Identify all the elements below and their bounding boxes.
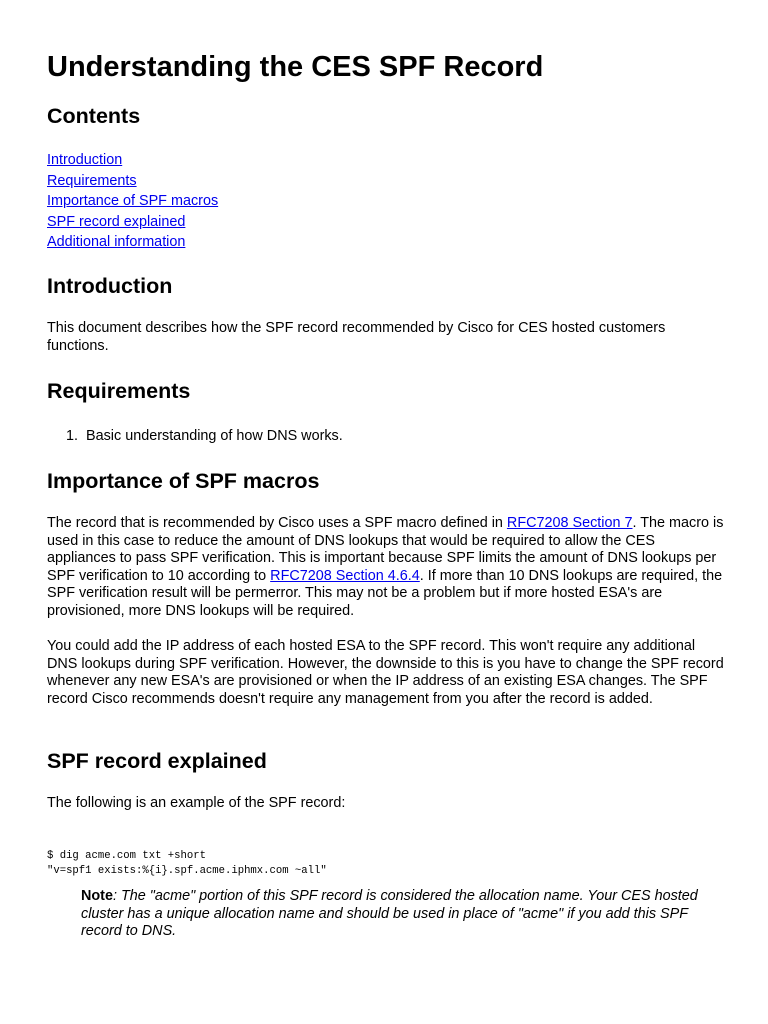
contents-heading: Contents — [47, 104, 141, 128]
spf-macros-paragraph-2: You could add the IP address of each hosted ESA to the SPF record. This won't require any additional DNS lookups during SPF verification. However, the downside to this is you have to change the SPF record whenever any new ESA's are provisioned or when the IP address of an existing ESA changes. The SPF record Cisco recommends doesn't require any management from you after the record is added. — [47, 638, 724, 707]
toc-item — [47, 212, 218, 233]
toc-item — [47, 171, 218, 192]
requirements-heading: Requirements — [47, 379, 191, 403]
toc-item — [47, 232, 218, 253]
code-block — [47, 849, 327, 879]
rfc7208-section-4-6-4-link[interactable]: RFC7208 Section 4.6.4 — [270, 567, 420, 584]
paragraph-text: . If more than 10 DNS lookups are required, the SPF verification result will be permerror. This may not be a problem but if more hosted ESA's are provisioned, more DNS lookups will be required. — [47, 567, 723, 619]
code-line: $ dig acme.com txt +short — [47, 850, 206, 862]
note-block — [81, 888, 721, 941]
toc-item — [47, 191, 218, 212]
table-of-contents — [47, 150, 218, 253]
toc-item — [47, 150, 218, 171]
paragraph-text: The record that is recommended by Cisco uses a SPF macro defined in — [47, 515, 507, 531]
toc-link-introduction[interactable]: Introduction — [47, 152, 123, 168]
spf-example-intro: The following is an example of the SPF record: — [47, 795, 346, 811]
paragraph-text: . The macro is used in this case to reduce the amount of DNS lookups that would be required to allow the CES appliances to pass SPF verification. This is important because SPF limits the amount of DNS lookups per SPF verification to 10 according to — [47, 515, 724, 584]
toc-link-spf-record-explained[interactable]: SPF record explained — [47, 213, 186, 230]
spf-macros-heading: Importance of SPF macros — [47, 469, 320, 493]
toc-link-additional-information[interactable]: Additional information — [47, 234, 186, 250]
spf-macros-paragraph-1 — [47, 515, 727, 620]
spf-record-explained-heading: SPF record explained — [47, 749, 267, 773]
note-label: Note — [81, 888, 113, 904]
toc-link-requirements[interactable]: Requirements — [47, 172, 137, 189]
toc-link-spf-macros[interactable]: Importance of SPF macros — [47, 193, 219, 209]
requirements-list-item: 1. Basic understanding of how DNS works. — [66, 428, 343, 444]
requirement-text: Basic understanding of how DNS works. — [86, 428, 343, 444]
code-line: "v=spf1 exists:%{i}.spf.acme.iphmx.com ~all" — [47, 865, 327, 877]
note-text: : The "acme" portion of this SPF record is considered the allocation name. Your CES hosted cluster has a unique allocation name and should be used in place of "acme" if you add this SPF record to DNS. — [81, 888, 698, 939]
introduction-heading: Introduction — [47, 274, 173, 298]
introduction-text: This document describes how the SPF record recommended by Cisco for CES hosted customers functions. — [47, 320, 666, 354]
page-title: Understanding the CES SPF Record — [47, 51, 544, 83]
rfc7208-section-7-link[interactable]: RFC7208 Section 7 — [506, 515, 633, 531]
